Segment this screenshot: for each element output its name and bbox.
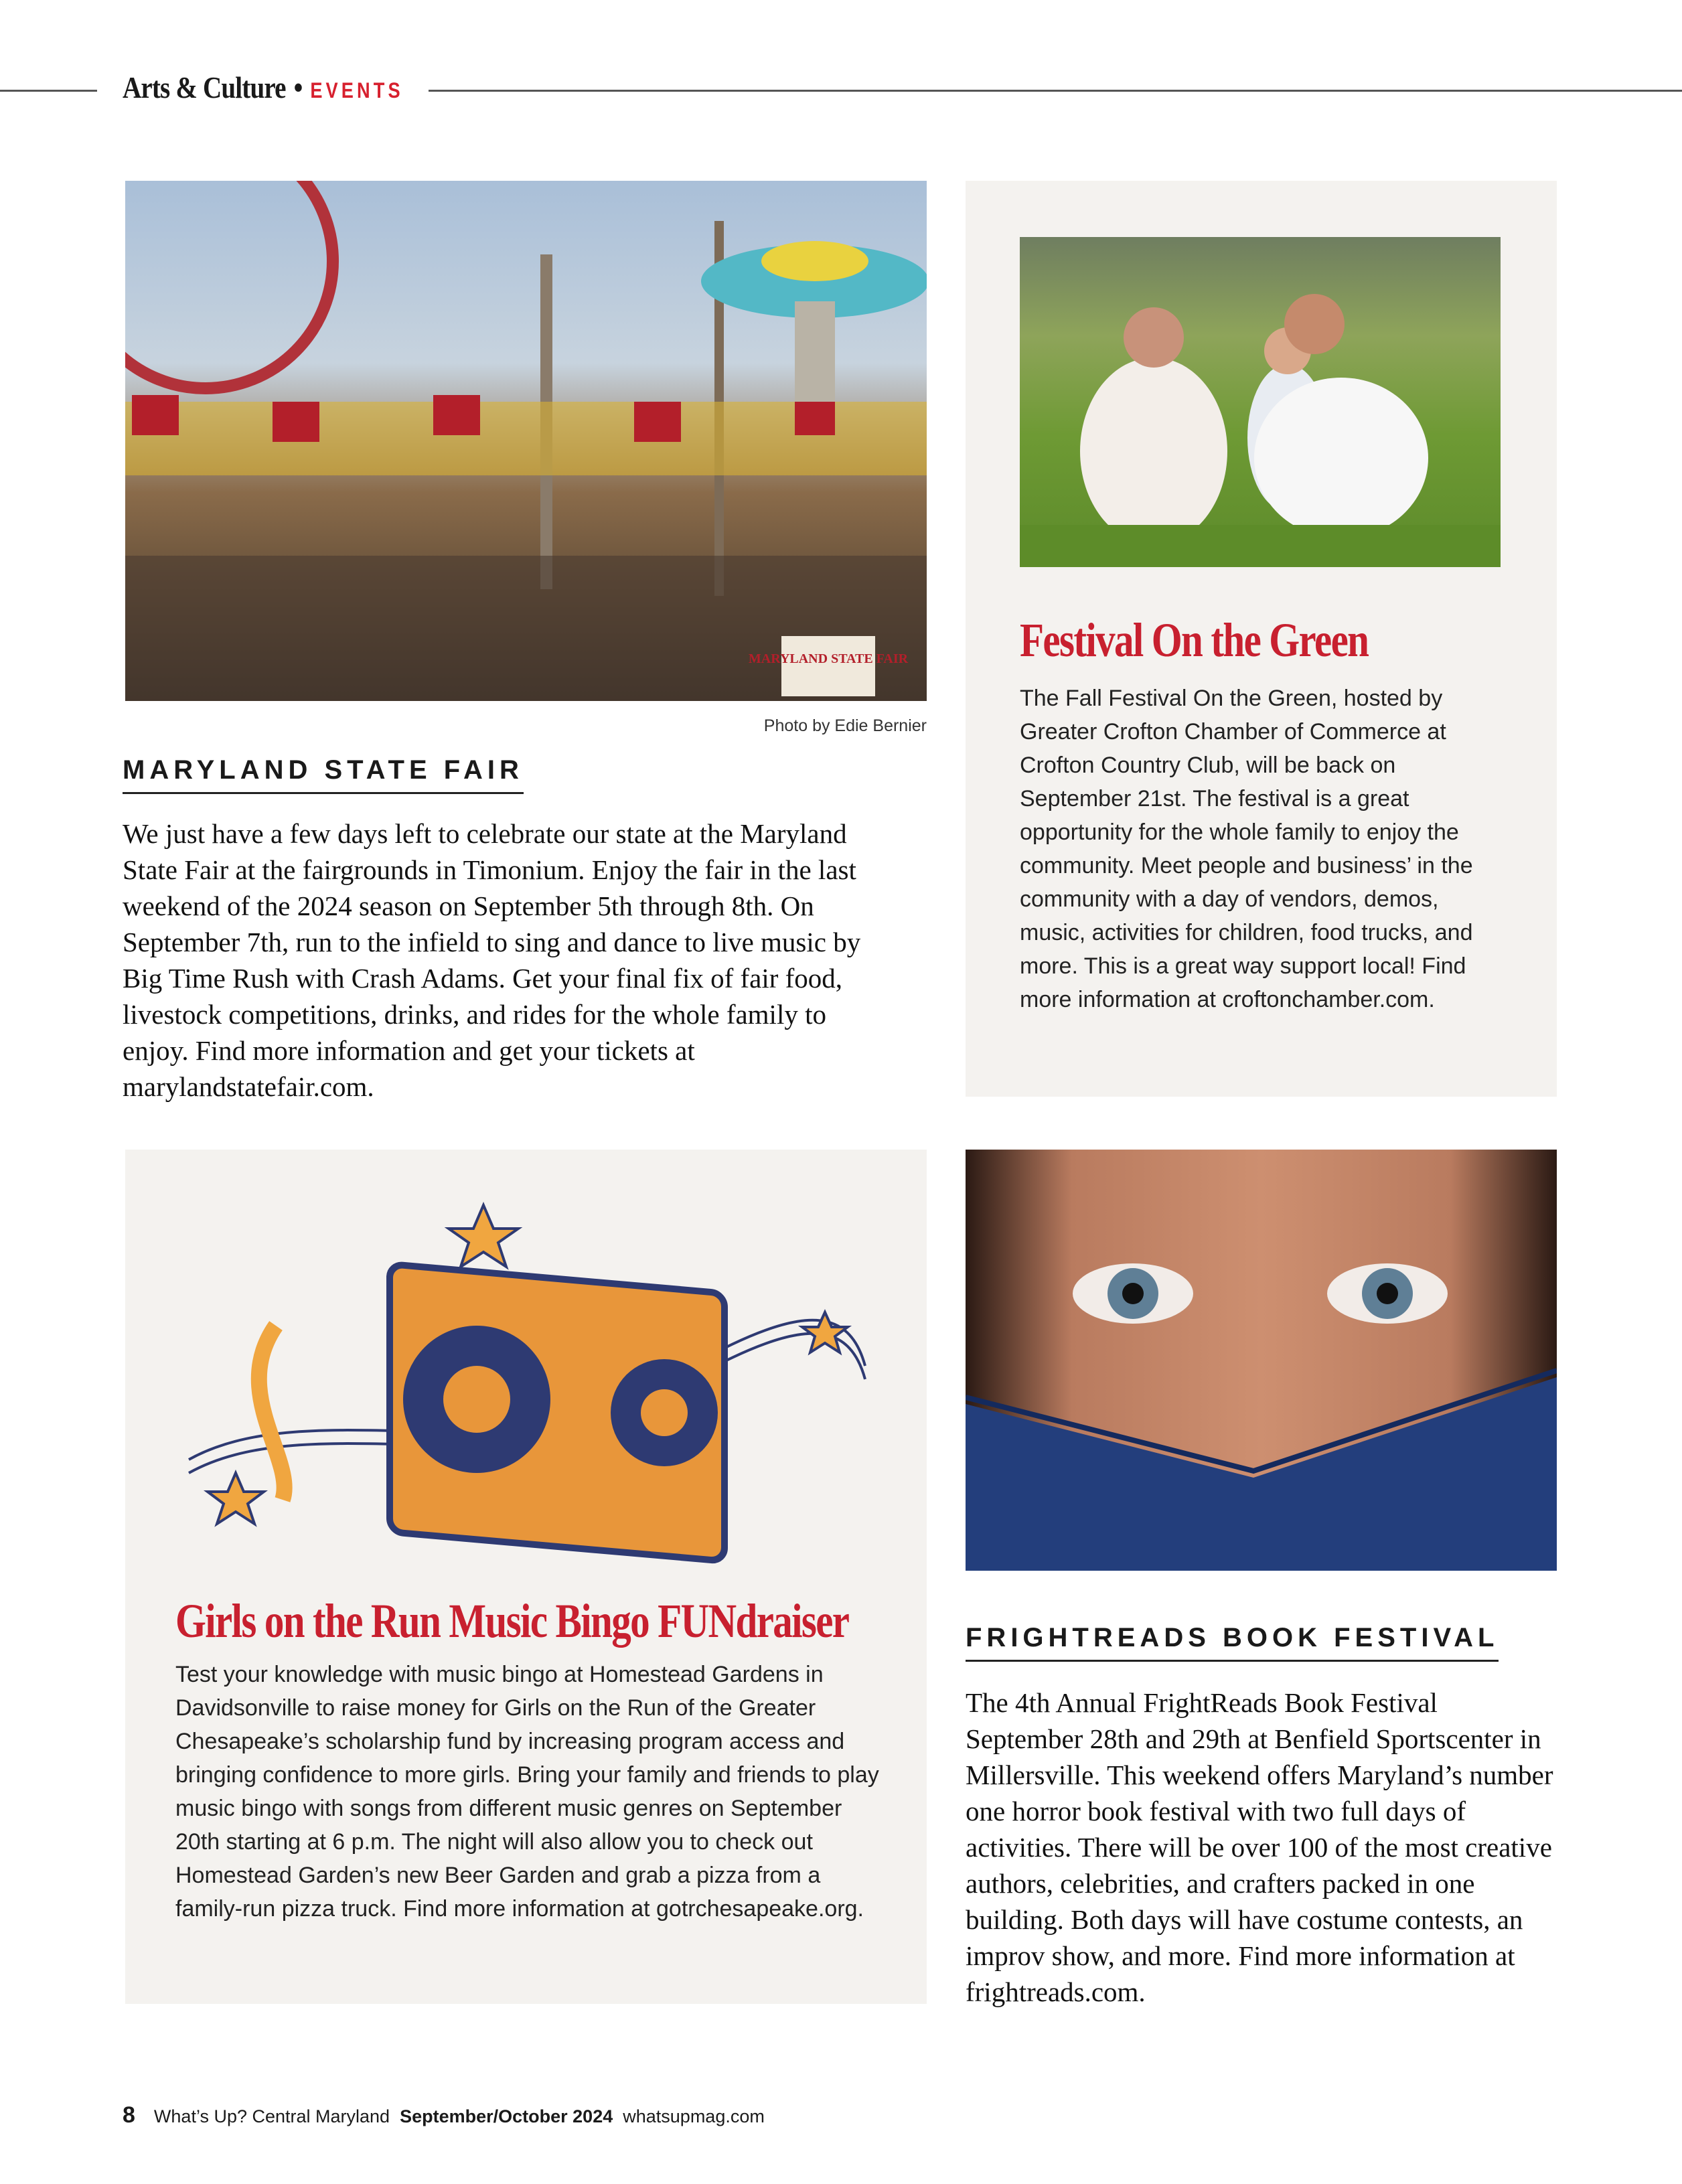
state-fair-photo bbox=[125, 181, 927, 701]
festival-photo bbox=[1020, 237, 1501, 567]
photo-caption: Photo by Edie Bernier bbox=[763, 716, 927, 735]
fair-scene-illustration bbox=[125, 181, 927, 701]
festival-heading: Festival On the Green bbox=[1020, 613, 1369, 667]
family-picnic-illustration bbox=[1020, 237, 1501, 567]
bingo-body: Test your knowledge with music bingo at Homestead Gardens in Davidsonville to raise money for Girls on the Run of the Greater Chesapeake’s scholarship fund by increasing program access and bringing confidence to more girls. Bring your family and friends to play music bingo with songs from different music genres on September 20th starting at 6 p.m. The night will also allow you to check out Homestead Garden’s new Beer Garden and grab a pizza from a family-run pizza truck. Find more information at gotrchesapeake.org. bbox=[175, 1662, 879, 1922]
website-link[interactable]: whatsupmag.com bbox=[623, 2106, 765, 2126]
header-rule-right bbox=[429, 90, 1682, 92]
state-fair-body: We just have a few days left to celebrate our state at the Maryland State Fair at the fairgrounds in Timonium. Enjoy the fair in the last weekend of the 2024 season on September 5th through 8th. On September 7th, run to the infield to sing and dance to live music by Big Time Rush with Crash Adams. Get your final fix of fair food, livestock competitions, drinks, and rides for the whole family to enjoy. Find more information and get your tickets at marylandstatefair.com. bbox=[123, 818, 861, 1102]
separator-dot: • bbox=[293, 70, 303, 104]
magazine-name: What’s Up? Central Maryland bbox=[153, 2106, 390, 2126]
page-number: 8 bbox=[123, 2102, 135, 2128]
state-fair-heading: MARYLAND STATE FAIR bbox=[123, 755, 524, 794]
fair-sign-text: MARYLAND STATE FAIR bbox=[748, 651, 909, 666]
section-header bbox=[123, 70, 404, 105]
boombox-illustration bbox=[175, 1192, 878, 1567]
header-rule-left bbox=[0, 90, 97, 92]
category-label: EVENTS bbox=[310, 78, 404, 102]
festival-body: The Fall Festival On the Green, hosted by Greater Crofton Chamber of Commerce at Crofton Country Club, will be back on September 21st. The festival is a great opportunity for the whole family to enjoy the community. Meet people and business’ in the community with a day of vendors, demos, music, activities for children, food trucks, and more. This is a great way support local! Find more information at croftonchamber.com. bbox=[1020, 686, 1473, 1012]
frightreads-heading: FRIGHTREADS BOOK FESTIVAL bbox=[966, 1623, 1499, 1662]
frightreads-body: The 4th Annual FrightReads Book Festival September 28th and 29th at Benfield Sportscenter in Millersville. This weekend offers Maryland’s number one horror book festival with two full days of activities. There will be over 100 of the most creative authors, celebrities, and crafters packed in one building. Both days will have costume contests, an improv show, and more. Find more information at frightreads.com. bbox=[966, 1687, 1553, 2007]
eyes-over-book-illustration bbox=[966, 1150, 1557, 1571]
issue-date: September/October 2024 bbox=[400, 2106, 613, 2126]
frightreads-photo bbox=[966, 1150, 1557, 1571]
section-title: Arts & Culture bbox=[123, 70, 286, 104]
bingo-heading: Girls on the Run Music Bingo FUNdraiser bbox=[175, 1594, 849, 1648]
page-footer bbox=[123, 2102, 765, 2128]
